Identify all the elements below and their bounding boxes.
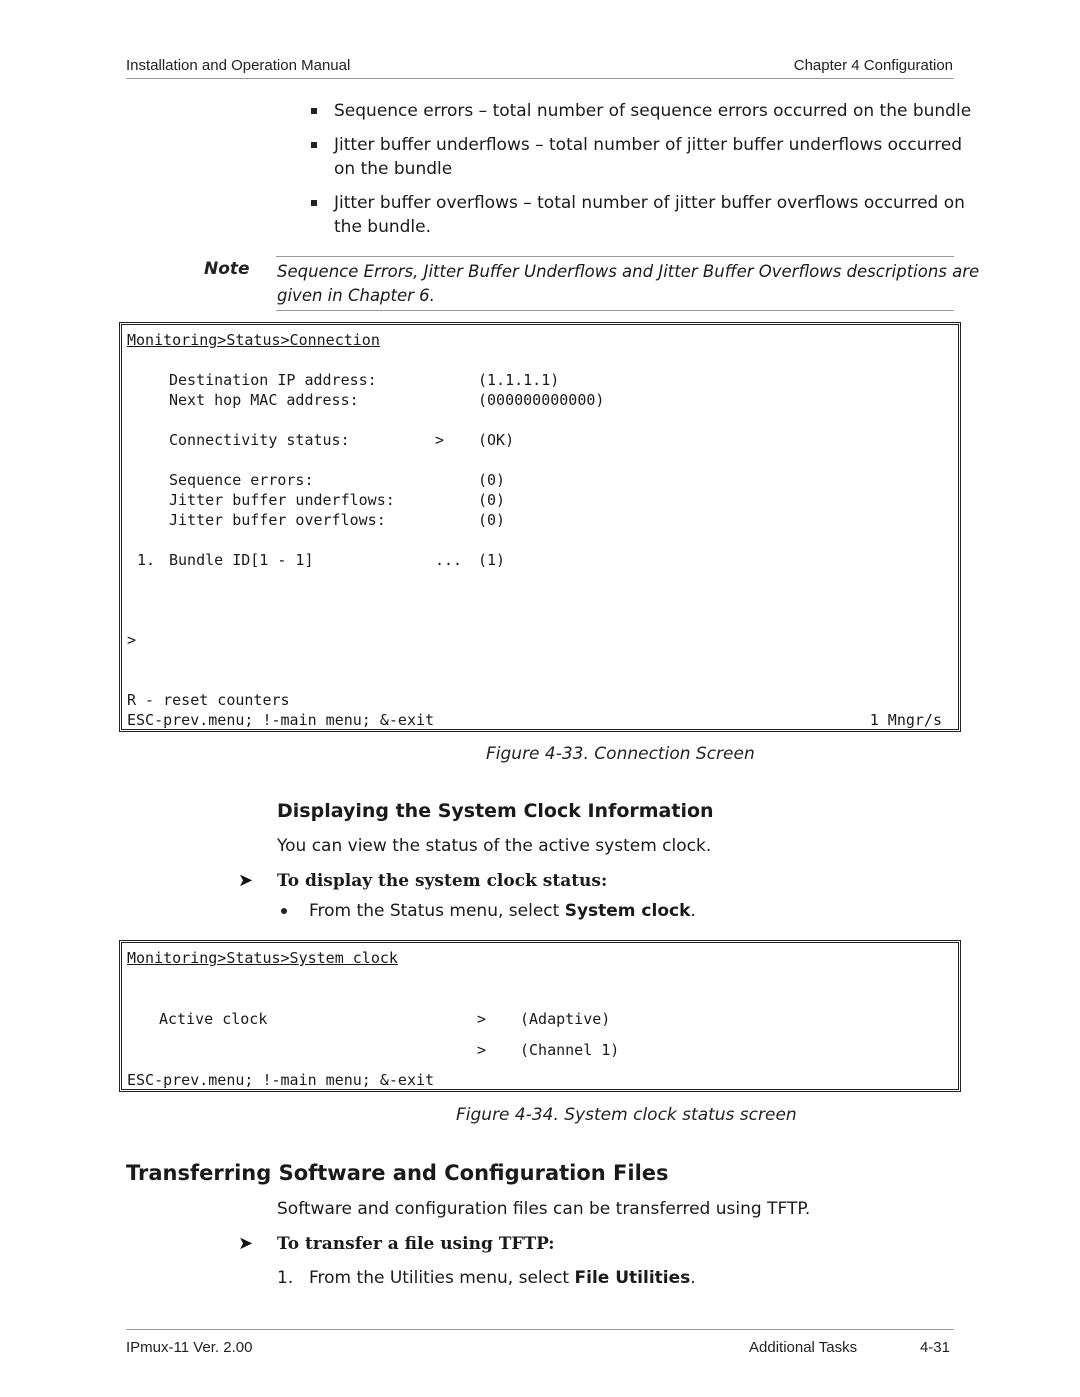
bullet-text-continued: on the bundle [334,159,453,179]
note-top-rule [276,256,954,257]
bullet-text: Jitter buffer overflows – total number of jitter buffer overflows occurred on [334,193,965,213]
section-heading: Displaying the System Clock Information [277,800,714,822]
footer-product: IPmux-11 Ver. 2.00 [126,1339,253,1356]
header-rule [126,78,954,79]
submenu-marker: > [435,431,445,449]
terminal-breadcrumb: Monitoring>Status>System clock [127,949,398,967]
status-value: (000000000000) [478,391,605,409]
status-value: (0) [478,511,506,529]
figure-caption: Figure 4-33. Connection Screen [486,744,755,764]
note-label: Note [204,259,250,279]
bullet-text: Jitter buffer underflows – total number of jitter buffer underflows occurred [334,135,963,155]
command-prompt[interactable]: > [127,631,137,649]
status-label: Sequence errors: [169,471,314,489]
step-suffix: . [690,901,696,921]
note-bottom-rule [276,310,954,311]
status-label: Jitter buffer overflows: [169,511,386,529]
navigation-hint: ESC-prev.menu; !-main menu; &-exit [127,1071,435,1089]
status-value: (OK) [478,431,515,449]
running-header-title: Installation and Operation Manual [126,57,351,74]
manager-count: 1 Mngr/s [869,711,942,729]
figure-caption: Figure 4-34. System clock status screen [456,1105,797,1125]
submenu-marker: > [477,1041,487,1059]
menu-item-number: 1. [137,551,156,569]
step-menu-name: System clock [564,901,691,921]
footer-section: Additional Tasks [749,1339,858,1356]
step-text: From the Utilities menu, select [309,1268,575,1288]
terminal-breadcrumb: Monitoring>Status>Connection [127,331,380,349]
status-label: Jitter buffer underflows: [169,491,395,509]
footer-rule [126,1329,954,1330]
procedure-arrow-icon: ➤ [238,870,254,891]
section-intro: Software and configuration files can be transferred using TFTP. [277,1199,811,1219]
status-label: Destination IP address: [169,371,377,389]
step-suffix: . [690,1268,696,1288]
note-text: Sequence Errors, Jitter Buffer Underflows and Jitter Buffer Overflows descriptions are [277,262,980,281]
clock-label: Active clock [159,1010,268,1028]
status-value: (1.1.1.1) [478,371,560,389]
status-value: (0) [478,471,506,489]
square-bullet-icon [311,108,317,114]
procedure-step [309,901,696,921]
system-clock-terminal-screen [119,940,961,1092]
navigation-hint: ESC-prev.menu; !-main menu; &-exit [127,711,435,729]
procedure-title: To display the system clock status: [277,871,608,891]
clock-value: (Channel 1) [520,1041,620,1059]
procedure-arrow-icon: ➤ [238,1233,254,1254]
connection-terminal-screen [119,322,961,732]
bullet-text-continued: the bundle. [334,217,432,237]
round-bullet-icon [281,908,287,914]
clock-value: (Adaptive) [520,1010,611,1028]
procedure-title: To transfer a file using TFTP: [277,1234,555,1254]
section-intro: You can view the status of the active system clock. [277,836,712,856]
step-menu-name: File Utilities [574,1268,691,1288]
status-value: (0) [478,491,506,509]
section-heading: Transferring Software and Configuration Files [126,1161,669,1185]
running-header-chapter: Chapter 4 Configuration [793,57,953,74]
step-number: 1. [277,1268,294,1288]
square-bullet-icon [311,200,317,206]
page-number: 4-31 [919,1339,950,1356]
procedure-step [309,1268,696,1288]
menu-item-label: Bundle ID[1 - 1] [169,551,314,569]
status-label: Connectivity status: [169,431,350,449]
note-text-continued: given in Chapter 6. [277,286,435,305]
bullet-text: Sequence errors – total number of sequence errors occurred on the bundle [334,101,972,121]
reset-counters-hint: R - reset counters [127,691,290,709]
square-bullet-icon [311,142,317,148]
submenu-marker: > [477,1010,487,1028]
menu-item-marker: ... [435,551,463,569]
menu-item-value: (1) [478,551,506,569]
step-text: From the Status menu, select [309,901,565,921]
status-label: Next hop MAC address: [169,391,359,409]
